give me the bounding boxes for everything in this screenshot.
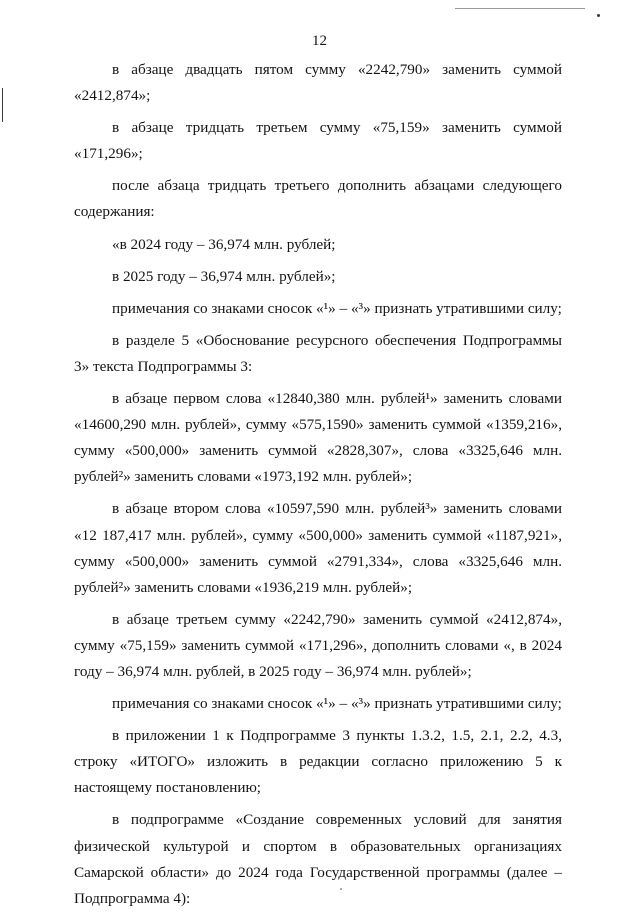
paragraph: в абзаце первом слова «12840,380 млн. рублей¹» заменить словами «14600,290 млн. рублей», сумму «575,1590» заменить суммой «1359,216», сумму «500,000» заменить суммой «2828,307», слова «3325,646 млн. рублей²» заменить словами «1973,192 млн. рублей»; <box>74 390 562 486</box>
paragraph: после абзаца тридцать третьего дополнить абзацами следующего содержания: <box>74 177 562 221</box>
paragraph: примечания со знаками сносок «¹» – «³» признать утратившими силу; <box>112 695 562 713</box>
paragraph: в абзаце двадцать пятом сумму «2242,790» заменить суммой «2412,874»; <box>74 61 562 105</box>
page-number: 12 <box>312 33 327 49</box>
paragraph: в приложении 1 к Подпрограмме 3 пункты 1.3.2, 1.5, 2.1, 2.2, 4.3, строку «ИТОГО» изложить в редакции согласно приложению 5 к настоящему постановлению; <box>74 727 562 797</box>
paragraph: в 2025 году – 36,974 млн. рублей»; <box>112 267 336 285</box>
scan-speck <box>597 14 600 17</box>
paragraph: в абзаце втором слова «10597,590 млн. рублей³» заменить словами «12 187,417 млн. рублей», сумму «500,000» заменить суммой «1187,921», сумму «500,000» заменить суммой «2791,334», слова «3325,646 млн. рублей²» заменить словами «1936,219 млн. рублей»; <box>74 500 562 596</box>
paragraph: примечания со знаками сносок «¹» – «³» признать утратившими силу; <box>112 299 562 317</box>
scan-edge-line <box>455 8 585 9</box>
paragraph: в разделе 5 «Обоснование ресурсного обеспечения Подпрограммы 3» текста Подпрограммы 3: <box>74 331 562 375</box>
paragraph: «в 2024 году – 36,974 млн. рублей; <box>112 235 336 253</box>
paragraph: в абзаце третьем сумму «2242,790» заменить суммой «2412,874», сумму «75,159» заменить суммой «171,296», дополнить словами «, в 2024 году – 36,974 млн. рублей, в 2025 году – 36,974 млн. рублей»; <box>74 610 562 680</box>
paragraph: в абзаце тридцать третьем сумму «75,159» заменить суммой «171,296»; <box>74 119 562 163</box>
paragraph: в подпрограмме «Создание современных условий для занятия физической культурой и спортом в образовательных организациях Самарской области» до 2024 года Государственной программы (далее – Подпрограмма 4): <box>74 811 562 907</box>
document-body <box>74 57 562 918</box>
scan-margin-bar <box>2 88 3 122</box>
